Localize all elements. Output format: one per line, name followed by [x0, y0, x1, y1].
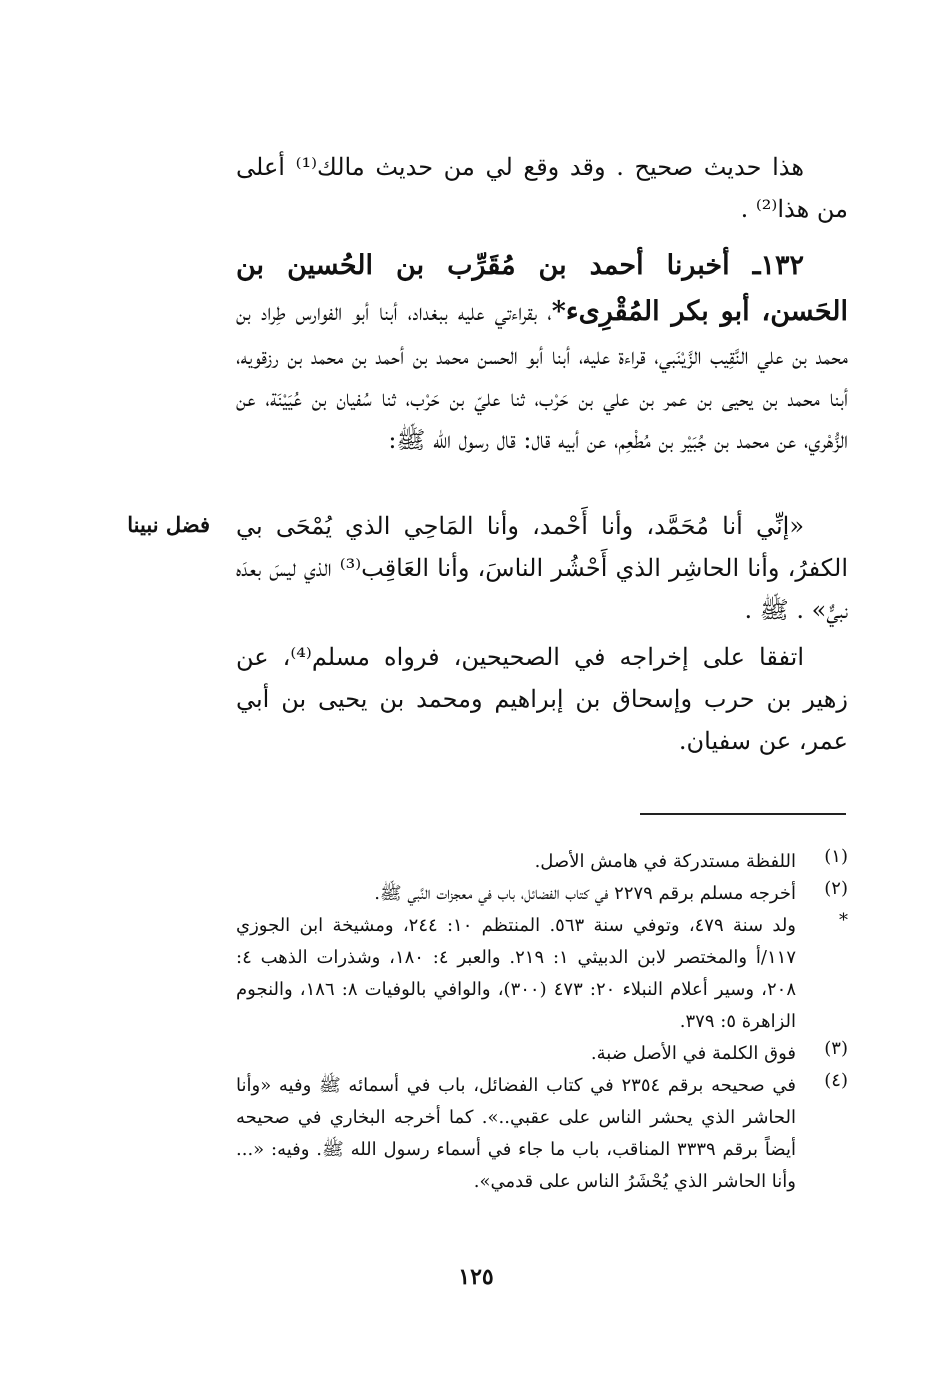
paragraph-matn: [236, 505, 848, 631]
paragraph-isnad: [236, 243, 848, 461]
margin-note: فضل نبينا: [127, 512, 210, 537]
page-number: ١٢٥: [458, 1264, 494, 1290]
paragraph-takhrij: [236, 636, 848, 762]
matn-text: «إنِّي أنا مُحَمَّد، وأنا أَحْمد، وأنا المَاحِي الذي يُمْحَى بي الكفرُ، وأنا الحاشِر الذي أَحْشُر الناسَ، وأنا العَاقِب⁽³⁾ الذي ليسَ بعدَه نبيٌّ» . ﷺ .: [236, 512, 848, 624]
footnote-number: (٢): [824, 878, 848, 899]
footnote-4: [236, 1070, 848, 1198]
footnote-1: [236, 846, 848, 878]
footnote-3: [236, 1038, 848, 1070]
paragraph-hadith-grade: [236, 146, 848, 230]
footnote-number: *: [839, 910, 848, 931]
footnote-star: [236, 910, 848, 1038]
footnote-text: ولد سنة ٤٧٩، وتوفي سنة ٥٦٣. المنتظم ١٠: ٢٤٤، ومشيخة ابن الجوزي ١١٧/أ والمختصر لابن الدبيثي ١: ٢١٩. والعبر ٤: ١٨٠، وشذرات الذهب ٤: ٢٠٨، وسير أعلام النبلاء ٢٠: ٤٧٣ (٣٠٠)، والوافي بالوفيات ٨: ١٨٦، والنجوم الزاهرة ٥: ٣٧٩.: [236, 915, 797, 1032]
footnote-2: [236, 878, 848, 910]
footnote-text: فوق الكلمة في الأصل ضبة.: [590, 1043, 796, 1064]
footnotes: [236, 846, 848, 1198]
hadith-number-heading: ١٣٢ـ أخبرنا أحمد بن مُقَرِّب بن الحُسين بن الحَسن، أبو بكر المُقْرِىء*: [236, 250, 848, 327]
takhrij-text: اتفقا على إخراجه في الصحيحين، فرواه مسلم⁽⁴⁾، عن زهير بن حرب وإسحاق بن إبراهيم ومحمد بن يحيى بن أبي عمر، عن سفيان.: [236, 643, 848, 755]
footnote-text: في صحيحه برقم ٢٣٥٤ في كتاب الفضائل، باب في أسمائه ﷺ وفيه «وأنا الحاشر الذي يحشر الناس على عقبي..». كما أخرجه البخاري في صحيحه أيضاً برقم ٣٣٣٩ المناقب، باب ما جاء في أسماء رسول الله ﷺ. وفيه: «... وأنا الحاشر الذي يُحْشَرُ الناس على قدمي».: [236, 1075, 796, 1192]
footnote-divider: [640, 813, 846, 815]
footnote-text: أخرجه مسلم برقم ٢٢٧٩ في كتاب الفضائل، باب في معجزات النَّبي ﷺ.: [374, 883, 796, 904]
isnad-text: ، بقراءتي عليه ببغداد، أبنا أبو الفوارس طِراد بن محمد بن علي النَّقِيب الزَّيْنَبي، قراءة عليه، أبنا أبو الحسن محمد بن أحمد بن محمد بن رزقويه، أبنا محمد بن يحيى بن عمر بن علي بن حَرْب، ثنا عليّ بن حَرْب، ثنا سُفيان بن عُيَيْنَة، عن الزُّهْري، عن محمد بن جُبَيْر بن مُطْعِم، عن أبيه قال: قال رسول الله ﷺ:: [236, 298, 848, 454]
footnote-number: (٣): [824, 1038, 848, 1059]
footnote-number: (١): [824, 846, 848, 867]
paragraph-text: هذا حديث صحيح . وقد وقع لي من حديث مالك⁽¹⁾ أعلى من هذا⁽²⁾ .: [236, 153, 848, 223]
footnote-text: اللفظة مستدركة في هامش الأصل.: [534, 851, 796, 872]
footnote-number: (٤): [824, 1070, 848, 1091]
